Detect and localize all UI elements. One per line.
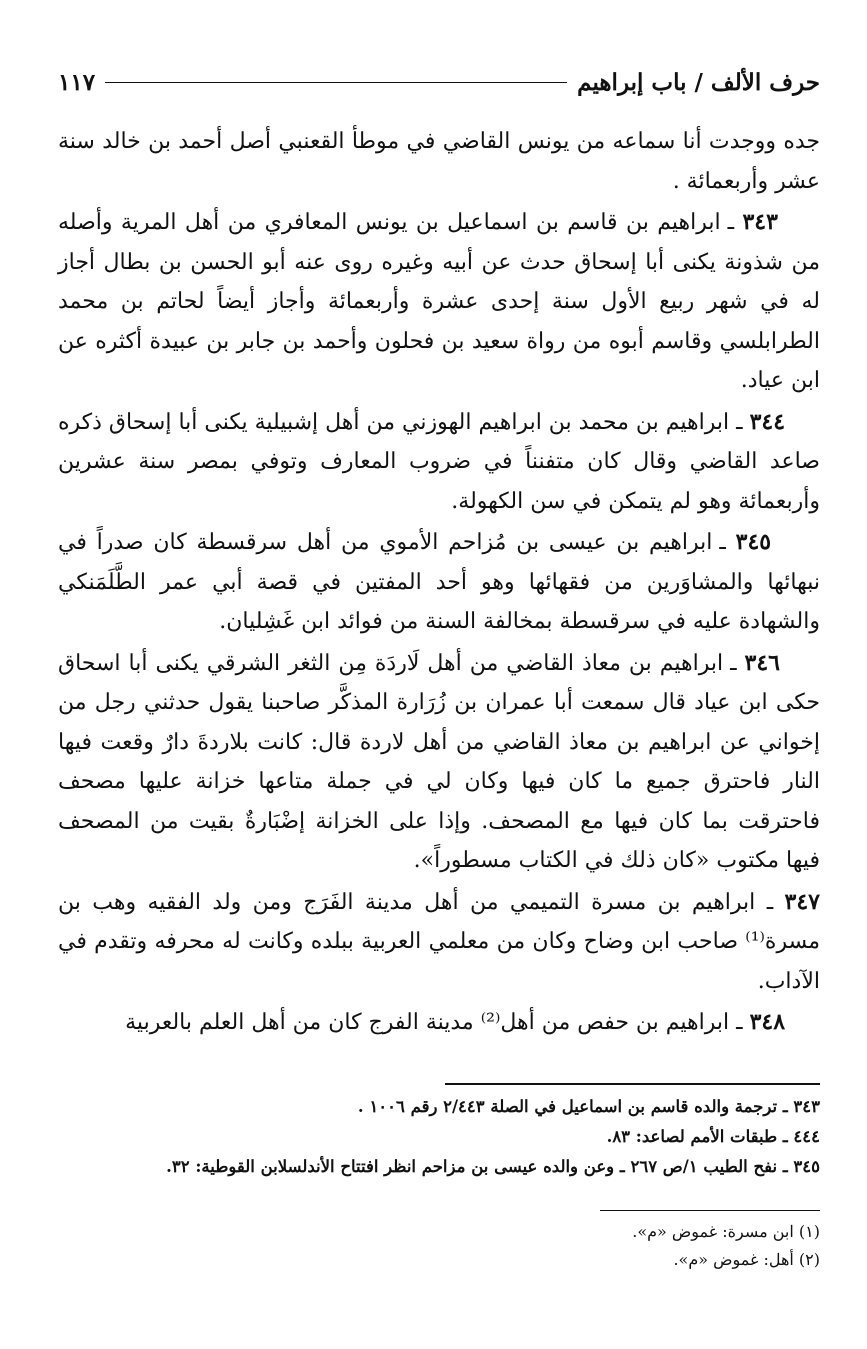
paragraph-text: جده ووجدت أنا سماعه من يونس القاضي في موطأ القعنبي أصل أحمد بن خالد سنة عشر وأربعمائة . — [58, 129, 820, 194]
page-number: ١١٧ — [58, 68, 96, 96]
entry-text: ـ ابراهيم بن قاسم بن اسماعيل بن يونس المعافري من أهل المرية وأصله من شذونة يكنى أبا إسحاق حدث عن أبيه وغيره روى عنه أبو الحسن بن بطال أجاز له في شهر ربيع الأول سنة إحدى عشرة وأربعمائة وأجاز أيضاً لحاتم بن محمد الطرابلسي وقاسم أبوه من رواة سعيد بن فحلون وأحمد بن جابر بن عبيدة أكثره عن ابن عياد. — [58, 210, 820, 393]
source-note: ٤٤٤ ـ طبقات الأمم لصاعد: ٨٣. — [606, 1127, 820, 1146]
entry-344 — [58, 403, 820, 522]
entry-343 — [58, 203, 820, 401]
paragraph-continuation — [58, 122, 820, 201]
footnote: (١) ابن مسرة: غموض «م». — [632, 1222, 820, 1241]
chapter-title: حرف الألف / باب إبراهيم — [577, 68, 820, 96]
source-note: ٣٤٥ ـ نفح الطيب ١/ص ٢٦٧ ـ وعن والده عيسى بن مزاحم انظر افتتاح الأندلسلابن القوطية: ٣٢. — [166, 1157, 820, 1176]
header-rule — [105, 82, 567, 83]
footnotes-divider — [600, 1210, 820, 1211]
entry-number: ٣٤٨ — [749, 1009, 786, 1035]
entry-text: ـ ابراهيم بن حفص من أهل⁽²⁾ مدينة الفرج كان من أهل العلم بالعربية — [125, 1010, 743, 1035]
sources-divider — [445, 1083, 820, 1085]
entry-number: ٣٤٤ — [749, 408, 786, 435]
entry-348 — [58, 1003, 820, 1043]
footnotes — [58, 1218, 820, 1274]
entry-346 — [58, 644, 820, 881]
entry-number: ٣٤٧ — [784, 888, 820, 915]
entry-text: ـ ابراهيم بن محمد بن ابراهيم الهوزني من أهل إشبيلية يكنى أبا إسحاق ذكره صاعد القاضي وقال كان متفنناً في ضروب المعارف وتوفي بمصر سنة عشرين وأربعمائة وهو لم يتمكن في سن الكهولة. — [58, 409, 820, 514]
running-header — [58, 62, 820, 102]
entry-text: ـ ابراهيم بن مسرة التميمي من أهل مدينة الفَرَج ومن ولد الفقيه وهب بن مسرة⁽¹⁾ صاحب ابن وضاح وكان من معلمي العربية ببلده وكانت له محرفه وتقدم في الآداب. — [58, 889, 820, 994]
footnote: (٢) أهل: غموض «م». — [673, 1250, 820, 1269]
main-text — [58, 122, 820, 1045]
entry-number: ٣٤٥ — [735, 529, 772, 555]
entry-345 — [58, 523, 820, 642]
sources-notes — [58, 1092, 820, 1182]
entry-number: ٣٤٣ — [742, 209, 778, 235]
entry-text: ـ ابراهيم بن معاذ القاضي من أهل لَاردَة مِن الثغر الشرقي يكنى أبا اسحاق حكى ابن عياد قال سمعت أبا عمران بن زُرَارة المذكَّر صاحبنا يقول حدثني رجل من إخواني عن ابراهيم بن معاذ القاضي من أهل لاردة قال: كانت بلاردةَ دارٌ وقعت فيها النار فاحترق جميع ما كان فيها وكان لي في جملة متاعها خزانة عليها مصحف فاحترقت بما كان فيها مع المصحف. وإذا على الخزانة إضْبَارةٌ بقيت من المصحف فيها مكتوب «كان ذلك في الكتاب مسطوراً». — [58, 650, 820, 873]
entry-number: ٣٤٦ — [744, 649, 780, 676]
source-note: ٣٤٣ ـ ترجمة والده قاسم بن اسماعيل في الصلة ٢/٤٤٣ رقم ١٠٠٦ . — [357, 1097, 820, 1116]
document-page — [58, 0, 820, 1349]
entry-text: ـ ابراهيم بن عيسى بن مُزاحم الأموي من أهل سرقسطة كان صدراً في نبهائها والمشاوَرين من فقهائها وهو أحد المفتين في قصة أبي عمر الطَّلَمَنكي والشهادة عليه في سرقسطة بمخالفة السنة من فوائد ابن غَشِليان. — [58, 530, 820, 634]
entry-347 — [58, 883, 820, 1002]
